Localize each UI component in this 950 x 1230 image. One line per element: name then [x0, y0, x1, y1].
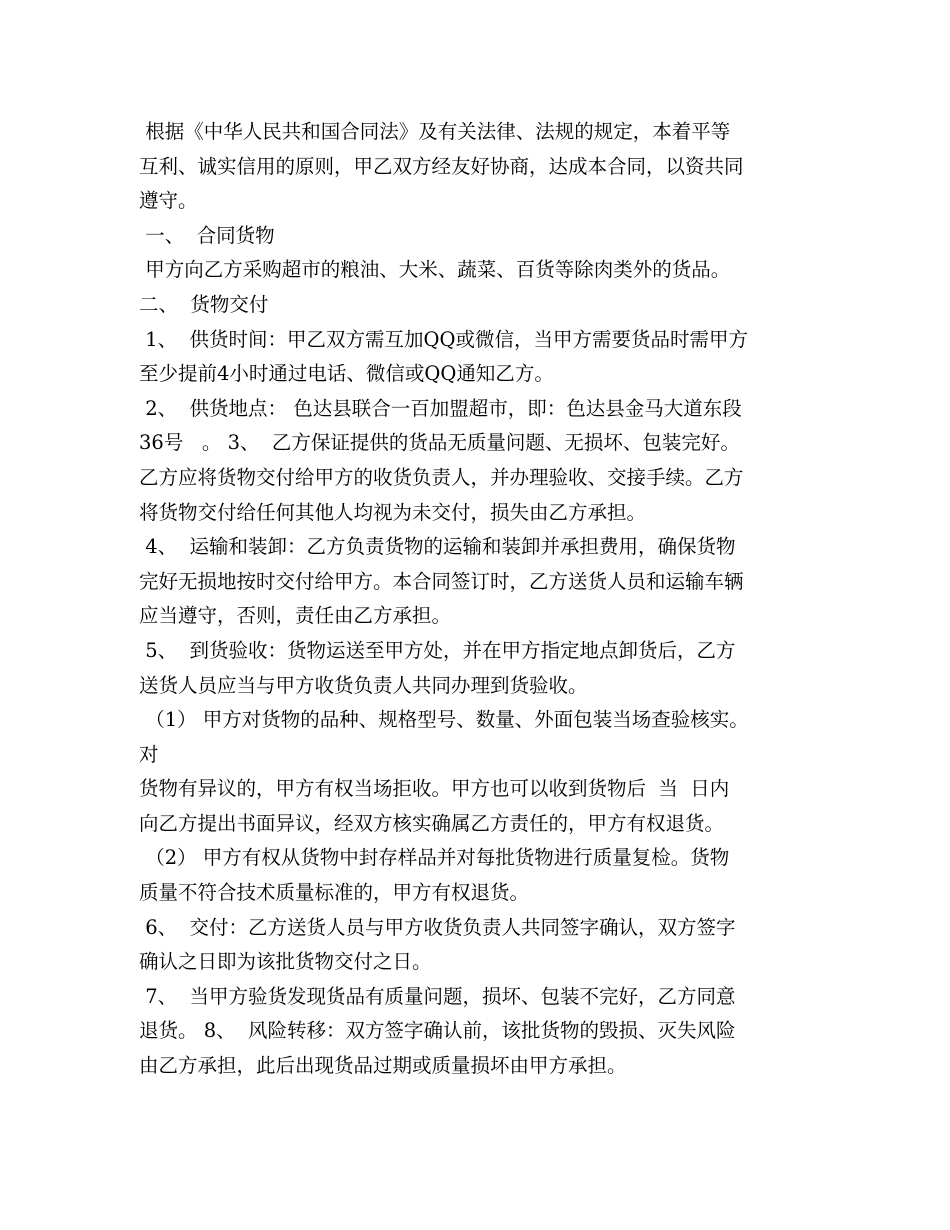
text-line: 1、 供货时间：甲乙双方需互加QQ或微信，当甲方需要货品时需甲方 [139, 327, 748, 351]
text-line: 确认之日即为该批货物交付之日。 [139, 950, 432, 974]
contract-body [139, 115, 829, 1084]
text-line: 应当遵守，否则，责任由乙方承担。 [139, 604, 452, 628]
text-line: 2、 供货地点： 色达县联合一百加盟超市，即：色达县金马大道东段 [139, 396, 742, 420]
text-line: 质量不符合技术质量标准的，甲方有权退货。 [139, 881, 530, 905]
text-line: 送货人员应当与甲方收货负责人共同办理到货验收。 [139, 673, 588, 697]
text-line: 由乙方承担，此后出现货品过期或质量损坏由甲方承担。 [139, 1054, 627, 1078]
text-line: （2） 甲方有权从货物中封存样品并对每批货物进行质量复检。货物 [139, 846, 730, 870]
text-line: 4、 运输和装卸：乙方负责货物的运输和装卸并承担费用，确保货物 [139, 535, 736, 559]
text-line: 向乙方提出书面异议，经双方核实确属乙方责任的，甲方有权退货。 [139, 811, 725, 835]
text-line: 至少提前4小时通过电话、微信或QQ通知乙方。 [139, 362, 554, 386]
text-line: 6、 交付：乙方送货人员与甲方收货负责人共同签字确认，双方签字 [139, 915, 736, 939]
text-line: 对 [139, 742, 159, 766]
text-line: 根据《中华人民共和国合同法》及有关法律、法规的规定，本着平等 [139, 120, 731, 143]
text-line: 36号 。 3、 乙方保证提供的货品无质量问题、无损坏、包装完好。 [139, 431, 740, 455]
section-heading: 二、 货物交付 [139, 292, 269, 316]
text-line: 甲方向乙方采购超市的粮油、大米、蔬菜、百货等除肉类外的货品。 [139, 258, 731, 282]
text-line: 遵守。 [139, 189, 198, 213]
text-line: 互利、诚实信用的原则，甲乙双方经友好协商，达成本合同，以资共同 [139, 154, 744, 178]
text-line: 完好无损地按时交付给甲方。本合同签订时，乙方送货人员和运输车辆 [139, 569, 744, 593]
text-line: 货物有异议的，甲方有权当场拒收。甲方也可以收到货物后 当 日内 [139, 777, 730, 801]
text-line: 乙方应将货物交付给甲方的收货负责人，并办理验收、交接手续。乙方 [139, 465, 744, 489]
text-line: 将货物交付给任何其他人均视为未交付，损失由乙方承担。 [139, 500, 647, 524]
text-line: 5、 到货验收：货物运送至甲方处，并在甲方指定地点卸货后，乙方 [139, 638, 736, 662]
text-line: 退货。 8、 风险转移：双方签字确认前，该批货物的毁损、灭失风险 [139, 1019, 736, 1043]
text-line: （1） 甲方对货物的品种、规格型号、数量、外面包装当场查验核实。 [139, 708, 749, 732]
text-line: 7、 当甲方验货发现货品有质量问题，损坏、包装不完好，乙方同意 [139, 984, 736, 1008]
section-heading: 一、 合同货物 [139, 223, 275, 247]
